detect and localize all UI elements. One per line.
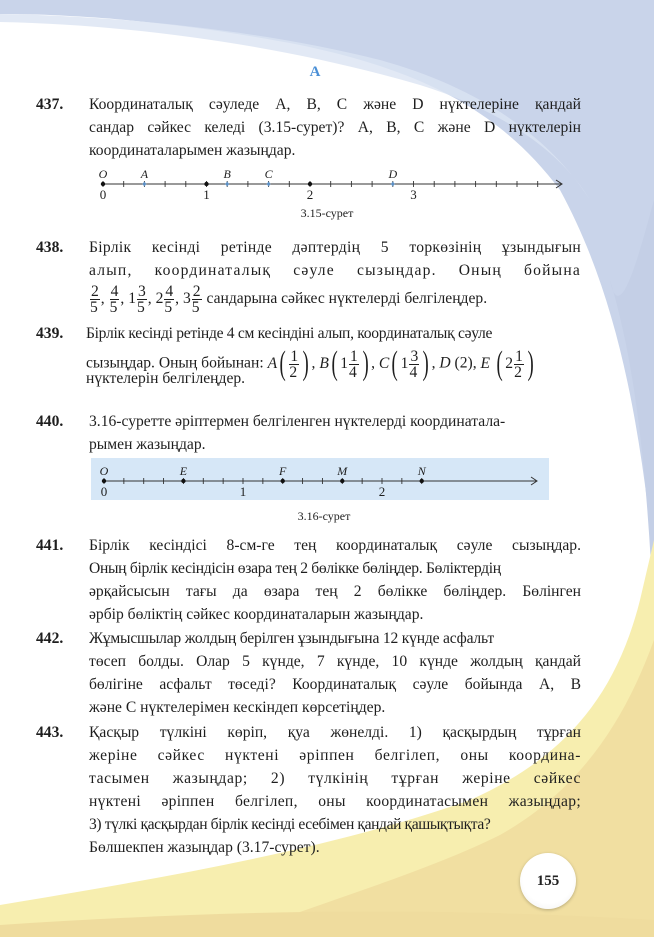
problem-text-line: əрбір бөліктің сəйкес координаталарын жазыңдар. (89, 606, 424, 623)
origin-label: O (98, 167, 108, 181)
problem-text-line: Координаталық сəуледе A, B, C жəне D нүктелеріне қандай (89, 96, 581, 113)
problem-number: 438. (36, 239, 64, 256)
tick-label: 2 (378, 484, 386, 499)
problem-text-line: бөлігіне асфальт төседі? Координаталық сəуле бойында A, B (89, 676, 581, 693)
problem-text-line: рымен жазыңдар. (89, 436, 206, 453)
problem-text-line: жəне C нүктелерімен кескіндеп көрсетіңдер. (89, 699, 386, 716)
point-marker (281, 479, 285, 483)
problem-text-line: Бірлік кесіндісі 8-см-ге тең координаталық сəуле сызыңдар. (89, 537, 581, 554)
problem-text-line: Бірлік кесінді ретінде 4 см кесіндіні алып, координаталық сəуле (86, 325, 493, 342)
point-label: E (179, 464, 188, 478)
point-E: E ( 2 $\frac{1}{2}$ ) (480, 345, 534, 382)
point-label: F (279, 464, 287, 478)
problem-number: 443. (36, 724, 64, 741)
problem-number: 437. (36, 96, 64, 113)
section-heading: A (309, 64, 321, 80)
point-C: C( 1 $\frac{3}{4}$ ) (378, 345, 430, 382)
tick-label: 1 (239, 484, 247, 499)
page-number-badge: 155 (520, 853, 576, 909)
tick-label: 0 (100, 484, 108, 499)
point-label: B (223, 167, 231, 181)
problem-text-line: Жұмысшылар жолдың берілген ұзындығына 12 күнде асфальт (89, 630, 494, 647)
problem-text-line: Бірлік кесінді ретінде дəптердің 5 торкөзінің ұзындығын (89, 239, 581, 256)
integer-point (308, 182, 312, 186)
point-label: N (417, 464, 426, 478)
point-marker (420, 479, 424, 483)
point-label: D (388, 167, 398, 181)
tick-label: 0 (99, 187, 107, 202)
fraction: $\frac{4}{5}$ (109, 283, 119, 316)
problem-442 (36, 627, 581, 719)
problem-text-line: төсеп болды. Олар 5 күнде, 7 күнде, 10 күнде жолдың қандай (89, 653, 581, 670)
point-marker (181, 479, 185, 483)
problem-number: 439. (36, 325, 64, 342)
problem-437 (36, 93, 581, 162)
origin-label: O (99, 464, 109, 478)
tick-label: 1 (203, 187, 210, 202)
point-label: C (264, 167, 273, 181)
mixed-number: 2 $\frac{4}{5}$ (155, 283, 174, 316)
point-B: B( 1 $\frac{1}{4}$ ) (319, 345, 369, 382)
problem-text-line: жеріне сəйкес нүктені əріппен белгілеп, оны координа- (89, 747, 581, 764)
problem-text: сандарына сəйкес нүктелерді белгілеңдер. (206, 290, 488, 308)
point-marker (225, 182, 229, 187)
tick-label: 2 (306, 187, 314, 202)
problem-text-line: əрқайсысын тағы да өзара тең 2 бөлікке бөліңдер. Бөлінген (89, 583, 581, 600)
problem-438 (36, 236, 581, 315)
problem-number: 440. (36, 413, 64, 430)
mixed-number: 3 $\frac{2}{5}$ (182, 283, 201, 316)
problem-text-line: нүктелерін белгілеңдер. (86, 370, 246, 387)
tick-label: 3 (410, 187, 417, 202)
point-A: A( $\frac{1}{2}$ ) (267, 345, 309, 382)
fraction: $\frac{2}{5}$ (90, 283, 99, 316)
problem-text-line: 3.16-суретте əріптермен белгіленген нүктелерді координатала- (89, 413, 506, 430)
integer-point (102, 479, 106, 483)
integer-point (101, 182, 105, 186)
point-marker (340, 479, 344, 483)
mixed-number: 1 $\frac{3}{5}$ (128, 283, 146, 316)
problem-text-line: Бөлшекпен жазыңдар (3.17-сурет). (89, 839, 320, 856)
problem-439 (36, 322, 584, 390)
point-label: A (140, 167, 149, 181)
figure-caption: 3.16-сурет (297, 509, 351, 523)
problem-text-line: Қасқыр түлкіні көріп, қуа жөнелді. 1) қасқырдың тұрған (89, 724, 581, 741)
figure-3-16-number-line (0, 458, 654, 500)
problem-number: 442. (36, 630, 64, 647)
problem-text-line: 3) түлкі қасқырдан бірлік кесінді есебімен қандай қашықтықта? (89, 816, 491, 833)
figure-3-15-number-line (0, 160, 654, 210)
problem-number: 441. (36, 537, 64, 554)
integer-point (204, 182, 208, 186)
point-marker (142, 182, 146, 187)
point-label: M (337, 464, 348, 478)
problem-text-line: алып, координаталық сəуле сызыңдар. Оның бойына (89, 262, 581, 279)
problem-text-line: нүктені əріппен белгілеп, оны координатасымен жазыңдар; (89, 793, 581, 810)
problem-text: сызыңдар. Оның бойынан: (86, 354, 264, 372)
point-marker (391, 182, 395, 187)
problem-443 (36, 721, 581, 859)
problem-441 (36, 534, 581, 626)
problem-text-line: сандар сəйкес келеді (3.15-сурет)? A, B, C жəне D нүктелерін (89, 119, 581, 136)
problem-text-line: координаталарымен жазыңдар. (89, 142, 296, 159)
problem-text-line: Оның бірлік кесіндісін өзара тең 2 бөлікке бөліңдер. Бөліктердің (89, 560, 501, 577)
problem-440 (36, 410, 581, 456)
problem-text-line-fractions: $\frac{2}{5}$ , $\frac{4}{5}$ , 1 $\frac{3}{5}$ , 2 $\frac{4}{5}$ , 3 $\frac{2}{5}$ сандарына сəйкес нүктелерді белгілеңдер. (90, 283, 488, 316)
point-marker (267, 182, 271, 187)
point-D: D (2) (439, 354, 473, 372)
problem-text-line-points: сызыңдар. Оның бойынан: A( $\frac{1}{2}$ ) , B( 1 $\frac{1}{4}$ ) , C( 1 $\frac{3}{4}$ ) , D (2), E ( 2 $\frac{1}{2}$ ) (86, 347, 584, 377)
figure-caption: 3.15-сурет (300, 206, 354, 220)
problem-text-line: тасымен жазыңдар; 2) түлкінің тұрған жеріне сəйкес (89, 770, 581, 787)
